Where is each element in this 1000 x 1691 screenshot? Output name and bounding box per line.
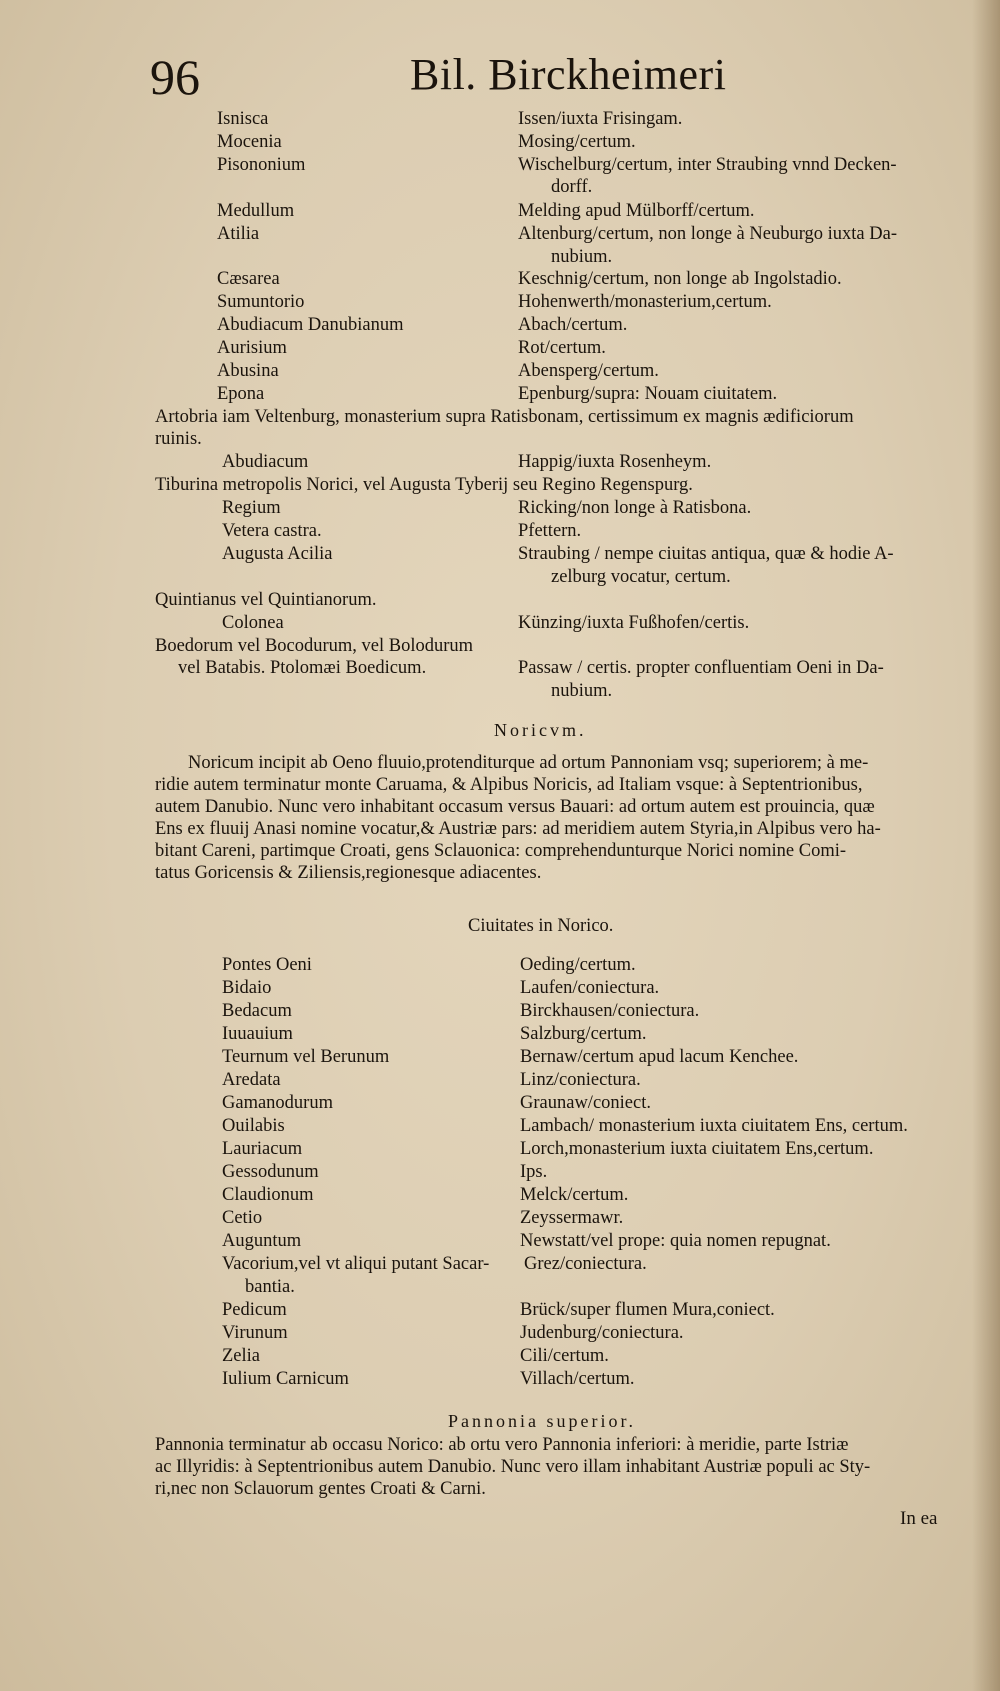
ancient-name: Abudiacum Danubianum (217, 315, 404, 335)
paragraph-line: ridie autem terminatur monte Caruama, & Alpibus Noricis, ad Italiam vsque: à Septentrionibus, (155, 775, 863, 795)
ancient-name: Pisononium (217, 155, 306, 175)
paragraph-line: autem Danubio. Nunc vero inhabitant occasum versus Bauari: ad ortum autem est prouincia, quæ (155, 797, 875, 817)
modern-name-continued: zelburg vocatur, certum. (551, 567, 731, 587)
ancient-name: Atilia (217, 224, 260, 244)
modern-name: Ips. (520, 1162, 548, 1182)
modern-name: Laufen/coniectura. (520, 978, 660, 998)
modern-name-continued: nubium. (551, 247, 613, 267)
modern-name: Künzing/iuxta Fußhofen/certis. (518, 613, 750, 633)
ancient-name: Pontes Oeni (222, 955, 312, 975)
paragraph-line: ri,nec non Sclauorum gentes Croati & Carni. (155, 1479, 486, 1499)
modern-name: Grez/coniectura. (524, 1254, 647, 1274)
modern-name: Newstatt/vel prope: quia nomen repugnat. (520, 1231, 831, 1251)
ancient-name: Iuuauium (222, 1024, 293, 1044)
modern-name: Abensperg/certum. (518, 361, 659, 381)
modern-name-continued: dorff. (551, 177, 593, 197)
ancient-name: vel Batabis. Ptolomæi Boedicum. (178, 658, 427, 678)
pannonia-paragraph (155, 1434, 960, 1500)
quintianus-line: Quintianus vel Quintianorum. (155, 590, 377, 610)
modern-name-continued: nubium. (551, 681, 613, 701)
modern-name: Melding apud Mülborff/certum. (518, 201, 755, 221)
ancient-name: Iulium Carnicum (222, 1369, 349, 1389)
page-edge-shadow (972, 0, 1000, 1691)
ancient-name: Abudiacum (222, 452, 309, 472)
ancient-name: Mocenia (217, 132, 282, 152)
modern-name: Abach/certum. (518, 315, 628, 335)
modern-name: Lambach/ monasterium iuxta ciuitatem Ens, certum. (520, 1116, 908, 1136)
modern-name: Straubing / nempe ciuitas antiqua, quæ & hodie A- (518, 544, 894, 564)
section-heading-noricum: Noricvm. (494, 720, 587, 740)
modern-name: Bernaw/certum apud lacum Kenchee. (520, 1047, 799, 1067)
ancient-name: Bedacum (222, 1001, 292, 1021)
modern-name: Birckhausen/coniectura. (520, 1001, 700, 1021)
ancient-name: Regium (222, 498, 281, 518)
modern-name: Hohenwerth/monasterium,certum. (518, 292, 772, 312)
paragraph-line: Noricum incipit ab Oeno fluuio,protenditurque ad ortum Pannoniam vsq; superiorem; à me- (188, 753, 869, 773)
modern-name: Oeding/certum. (520, 955, 636, 975)
modern-name: Cili/certum. (520, 1346, 609, 1366)
modern-name: Lorch,monasterium iuxta ciuitatem Ens,certum. (520, 1139, 874, 1159)
ancient-name: Bidaio (222, 978, 272, 998)
ancient-name: Epona (217, 384, 265, 404)
ancient-name: Virunum (222, 1323, 288, 1343)
modern-name: Salzburg/certum. (520, 1024, 647, 1044)
ancient-name: Claudionum (222, 1185, 314, 1205)
page-number: 96 (150, 49, 200, 105)
modern-name: Villach/certum. (520, 1369, 635, 1389)
noricum-paragraph (155, 752, 960, 884)
modern-name: Keschnig/certum, non longe ab Ingolstadio. (518, 269, 842, 289)
ancient-name: Gessodunum (222, 1162, 319, 1182)
modern-name: Issen/iuxta Frisingam. (518, 109, 683, 129)
ancient-name: Cetio (222, 1208, 263, 1228)
modern-name: Altenburg/certum, non longe à Neuburgo iuxta Da- (518, 224, 897, 244)
ancient-name: Auguntum (222, 1231, 302, 1251)
ancient-name: Medullum (217, 201, 295, 221)
ancient-name: Augusta Acilia (222, 544, 333, 564)
paragraph-line: Ens ex fluuij Anasi nomine vocatur,& Austriæ pars: ad meridiem autem Styria,in Alpibus vero ha- (155, 819, 881, 839)
paragraph-line: Pannonia terminatur ab occasu Norico: ab ortu vero Pannonia inferiori: à meridie, parte Istriæ (155, 1435, 849, 1455)
ancient-name: Cæsarea (217, 269, 280, 289)
ancient-name: Gamanodurum (222, 1093, 333, 1113)
paragraph-line: bitant Careni, partimque Croati, gens Sclauonica: comprehendunturque Norici nomine Comi- (155, 841, 847, 861)
ancient-name: Aurisium (217, 338, 287, 358)
paragraph-line: ac Illyridis: à Septentrionibus autem Danubio. Nunc vero illam inhabitant Austriæ populi ac Sty- (155, 1457, 871, 1477)
modern-name: Happig/iuxta Rosenheym. (518, 452, 712, 472)
ancient-name: Ouilabis (222, 1116, 285, 1136)
modern-name: Mosing/certum. (518, 132, 636, 152)
modern-name: Pfettern. (518, 521, 582, 541)
ancient-name-continued: bantia. (245, 1277, 295, 1297)
artobria-line: ruinis. (155, 429, 202, 449)
paragraph-line: tatus Goricensis & Ziliensis,regionesque adiacentes. (155, 863, 542, 883)
ancient-name: Vacorium,vel vt aliqui putant Sacar- (222, 1254, 490, 1274)
boedorum-line: Boedorum vel Bocodurum, vel Bolodurum (155, 636, 474, 656)
ancient-name: Sumuntorio (217, 292, 305, 312)
ancient-name: Colonea (222, 613, 284, 633)
section-heading-pannonia: Pannonia superior. (448, 1411, 636, 1431)
artobria-line: Artobria iam Veltenburg, monasterium supra Ratisbonam, certissimum ex magnis ædificiorum (155, 407, 854, 427)
ancient-name: Zelia (222, 1346, 261, 1366)
catchword: In ea (900, 1508, 938, 1529)
modern-name: Brück/super flumen Mura,coniect. (520, 1300, 775, 1320)
modern-name: Passaw / certis. propter confluentiam Oeni in Da- (518, 658, 884, 678)
tiburina-line: Tiburina metropolis Norici, vel Augusta Tyberij seu Regino Regenspurg. (155, 475, 693, 495)
modern-name: Melck/certum. (520, 1185, 629, 1205)
ancient-name: Vetera castra. (222, 521, 322, 541)
modern-name: Rot/certum. (518, 338, 606, 358)
modern-name: Wischelburg/certum, inter Straubing vnnd Decken- (518, 155, 897, 175)
modern-name: Ricking/non longe à Ratisbona. (518, 498, 752, 518)
ancient-name: Isnisca (217, 109, 269, 129)
modern-name: Linz/coniectura. (520, 1070, 641, 1090)
modern-name: Epenburg/supra: Nouam ciuitatem. (518, 384, 778, 404)
ancient-name: Lauriacum (222, 1139, 303, 1159)
ancient-name: Abusina (217, 361, 279, 381)
subheading-ciuitates: Ciuitates in Norico. (468, 916, 614, 936)
modern-name: Judenburg/coniectura. (520, 1323, 684, 1343)
running-head: Bil. Birckheimeri (410, 50, 727, 99)
ancient-name: Pedicum (222, 1300, 287, 1320)
modern-name: Zeyssermawr. (520, 1208, 624, 1228)
ancient-name: Teurnum vel Berunum (222, 1047, 390, 1067)
modern-name: Graunaw/coniect. (520, 1093, 651, 1113)
ancient-name: Aredata (222, 1070, 281, 1090)
